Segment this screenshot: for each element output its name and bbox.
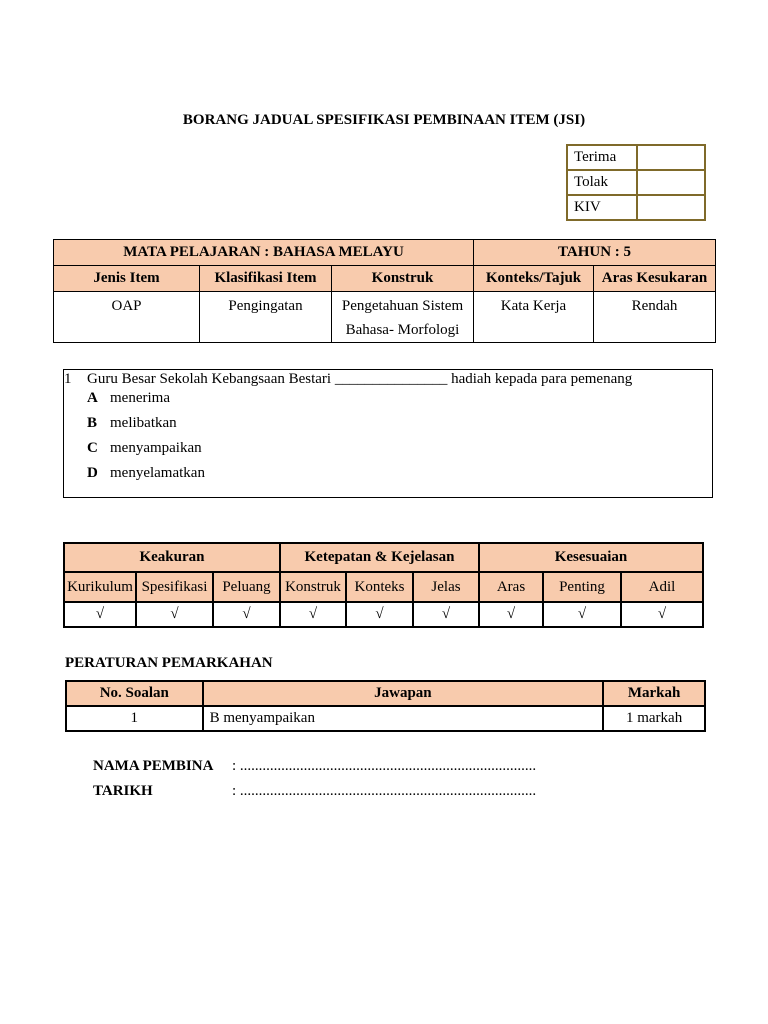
check-aras: √ — [479, 602, 543, 627]
value-konteks-tajuk: Kata Kerja — [474, 292, 594, 343]
sub-penting: Penting — [543, 572, 621, 602]
sub-jelas: Jelas — [413, 572, 479, 602]
status-row-terima — [567, 145, 705, 170]
check-adil: √ — [621, 602, 703, 627]
question-text: Guru Besar Sekolah Kebangsaan Bestari _______________ hadiah kepada para pemenang — [87, 371, 633, 387]
group-keakuran: Keakuran — [64, 543, 280, 572]
check-spesifikasi: √ — [136, 602, 213, 627]
header-aras-kesukaran: Aras Kesukaran — [594, 266, 716, 292]
sub-aras: Aras — [479, 572, 543, 602]
value-konstruk — [332, 292, 474, 343]
status-label-terima: Terima — [567, 145, 637, 170]
status-table — [566, 144, 706, 221]
sub-konteks: Konteks — [346, 572, 413, 602]
year-cell: TAHUN : 5 — [474, 240, 716, 266]
header-jenis-item: Jenis Item — [54, 266, 200, 292]
subject-cell: MATA PELAJARAN : BAHASA MELAYU — [54, 240, 474, 266]
status-label-tolak: Tolak — [567, 170, 637, 195]
check-konstruk: √ — [280, 602, 346, 627]
value-klasifikasi-item: Pengingatan — [200, 292, 332, 343]
marking-title: PERATURAN PEMARKAHAN — [65, 655, 273, 671]
header-no-soalan: No. Soalan — [66, 681, 203, 706]
check-kurikulum: √ — [64, 602, 136, 627]
status-label-kiv: KIV — [567, 195, 637, 220]
option-c-letter: C — [87, 440, 98, 456]
header-jawapan: Jawapan — [203, 681, 604, 706]
option-d-letter: D — [87, 465, 98, 481]
value-jenis-item: OAP — [54, 292, 200, 343]
criteria-table — [63, 542, 704, 628]
option-a-text: menerima — [110, 390, 170, 406]
check-peluang: √ — [213, 602, 280, 627]
sub-peluang: Peluang — [213, 572, 280, 602]
name-field[interactable]: : ............................................................................... — [232, 758, 537, 774]
status-row-tolak — [567, 170, 705, 195]
konstruk-line-1: Pengetahuan Sistem — [341, 298, 464, 314]
check-konteks: √ — [346, 602, 413, 627]
header-konstruk: Konstruk — [332, 266, 474, 292]
sub-adil: Adil — [621, 572, 703, 602]
header-klasifikasi-item: Klasifikasi Item — [200, 266, 332, 292]
marking-table — [65, 680, 706, 732]
group-ketepatan-kejelasan: Ketepatan & Kejelasan — [280, 543, 479, 572]
status-box-tolak[interactable] — [637, 170, 705, 195]
status-row-kiv — [567, 195, 705, 220]
sub-konstruk: Konstruk — [280, 572, 346, 602]
option-c-text: menyampaikan — [110, 440, 202, 456]
check-jelas: √ — [413, 602, 479, 627]
konstruk-line-2: Bahasa- Morfologi — [345, 322, 460, 338]
header-konteks-tajuk: Konteks/Tajuk — [474, 266, 594, 292]
status-box-kiv[interactable] — [637, 195, 705, 220]
sub-spesifikasi: Spesifikasi — [136, 572, 213, 602]
sub-kurikulum: Kurikulum — [64, 572, 136, 602]
item-info-table — [53, 239, 716, 343]
group-kesesuaian: Kesesuaian — [479, 543, 703, 572]
marking-no: 1 — [66, 706, 203, 731]
question-box — [63, 369, 713, 498]
option-d-text: menyelamatkan — [110, 465, 205, 481]
option-b-letter: B — [87, 415, 98, 431]
date-field[interactable]: : ............................................................................... — [232, 783, 537, 799]
status-box-terima[interactable] — [637, 145, 705, 170]
option-a-letter: A — [87, 390, 98, 406]
name-label: NAMA PEMBINA — [93, 758, 214, 774]
marking-answer: B menyampaikan — [203, 706, 604, 731]
question-number: 1 — [64, 371, 72, 387]
check-penting: √ — [543, 602, 621, 627]
date-label: TARIKH — [93, 783, 153, 799]
value-aras-kesukaran: Rendah — [594, 292, 716, 343]
option-b-text: melibatkan — [110, 415, 177, 431]
form-title: BORANG JADUAL SPESIFIKASI PEMBINAAN ITEM (JSI) — [182, 112, 586, 128]
marking-mark: 1 markah — [603, 706, 705, 731]
header-markah: Markah — [603, 681, 705, 706]
